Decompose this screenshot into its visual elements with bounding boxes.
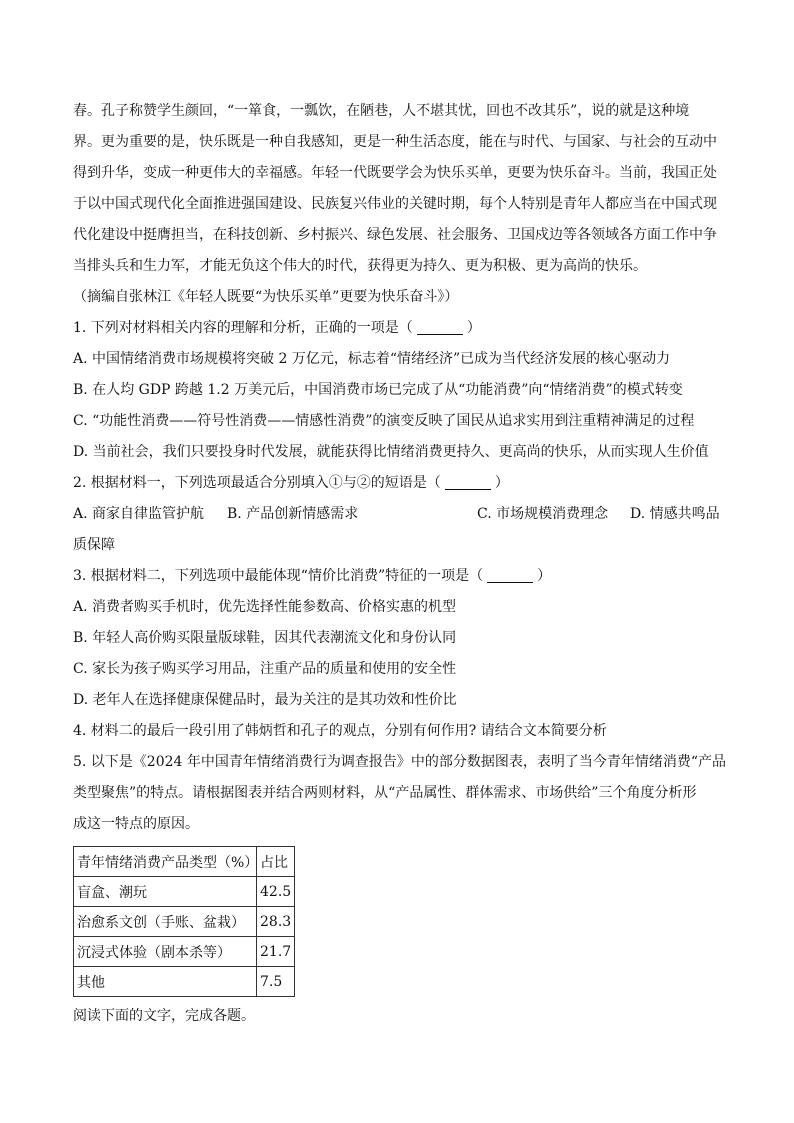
stem-text: ） [494,475,509,491]
table-cell: 治愈系文创（手账、盆栽） [74,907,257,937]
option-a: A. 消费者购买手机时，优先选择性能参数高、价格实惠的机型 [73,599,457,615]
question-2 [73,468,723,561]
answer-blank[interactable] [445,475,491,490]
table-row [74,967,295,997]
passage-line: 当排头兵和生力军，才能无负这个伟大的时代，获得更为持久、更为积极、更为高尚的快乐。 [73,258,647,274]
stem-text: ） [537,568,552,584]
option-c: C. 市场规模消费理念 [477,506,609,522]
passage-line: 代化建设中挺膺担当，在科技创新、乡村振兴、绿色发展、社会服务、卫国戍边等各领域各方面工作中争 [73,227,717,243]
table-row [74,877,295,907]
source-note: （摘编自张林江《年轻人既要“为快乐买单”更要为快乐奋斗》） [73,289,459,305]
table-cell: 42.5 [257,877,295,907]
table-header-cell: 青年情绪消费产品类型（%） [74,847,257,877]
option-a: A. 中国情绪消费市场规模将突破 2 万亿元，标志着“情绪经济”已成为当代经济发展的核心驱动力 [73,351,671,367]
option-row [73,499,723,530]
question-line: 类型聚焦”的特点。请根据图表并结合两则材料，从“产品属性、群体需求、市场供给”三个角度分析形 [73,785,697,801]
document-body [73,96,727,1032]
table-row [74,907,295,937]
table-row [74,937,295,967]
table-cell: 28.3 [257,907,295,937]
stem-text: 2. 根据材料一，下列选项最适合分别填入①与②的短语是（ [73,475,441,491]
question-4: 4. 材料二的最后一段引用了韩炳哲和孔子的观点，分别有何作用? 请结合文本简要分析 [73,723,607,739]
table-cell: 21.7 [257,937,295,967]
stem-text: 3. 根据材料二，下列选项中最能体现“情价比消费”特征的一项是（ [73,568,484,584]
option-b: B. 年轻人高价购买限量版球鞋，因其代表潮流文化和身份认同 [73,630,457,646]
table-header-row [74,847,295,877]
option-d-continued: 质保障 [73,537,115,553]
table-cell: 其他 [74,967,257,997]
option-c: C. 家长为孩子购买学习用品，注重产品的质量和使用的安全性 [73,661,457,677]
option-d: D. 老年人在选择健康保健品时，最为关注的是其功效和性价比 [73,692,457,708]
answer-blank[interactable] [417,320,463,335]
data-table [73,846,295,997]
stem-text: ） [466,320,481,336]
question-stem [73,561,723,592]
table-cell: 盲盒、潮玩 [74,877,257,907]
question-1 [73,313,723,468]
table-cell: 7.5 [257,967,295,997]
table-cell: 沉浸式体验（剧本杀等） [74,937,257,967]
question-5 [73,747,727,840]
option-b: B. 在人均 GDP 跨越 1.2 万美元后，中国消费市场已完成了从“功能消费”向“情绪消费”的模式转变 [73,382,683,398]
question-stem [73,468,723,499]
closing-instruction: 阅读下面的文字，完成各题。 [73,1008,255,1024]
table-header-cell: 占比 [257,847,295,877]
question-line: 5. 以下是《2024 年中国青年情绪消费行为调查报告》中的部分数据图表，表明了当今青年情绪消费“产品 [73,754,727,770]
option-b: B. 产品创新情感需求 [227,506,359,522]
option-c: C. “功能性消费——符号性消费——情感性消费”的演变反映了国民从追求实用到注重精神满足的过程 [73,413,695,429]
passage-line: 界。更为重要的是，快乐既是一种自我感知，更是一种生活态度，能在与时代、与国家、与社会的互动中 [73,134,717,150]
stem-text: 1. 下列对材料相关内容的理解和分析，正确的一项是（ [73,320,413,336]
passage-line: 春。孔子称赞学生颜回，“一箪食，一瓢饮，在陋巷，人不堪其忧，回也不改其乐”，说的就是这种境 [73,103,690,119]
reading-passage [73,96,723,282]
passage-line: 于以中国式现代化全面推进强国建设、民族复兴伟业的关键时期，每个人特别是青年人都应当在中国式现 [73,196,717,212]
question-line: 成这一特点的原因。 [73,816,199,832]
option-a: A. 商家自律监管护航 [73,506,205,522]
option-d: D. 情感共鸣品 [630,506,720,522]
passage-line: 得到升华，变成一种更伟大的幸福感。年轻一代既要学会为快乐买单，更要为快乐奋斗。当前，我国正处 [73,165,717,181]
option-d: D. 当前社会，我们只要投身时代发展，就能获得比情绪消费更持久、更高尚的快乐，从而实现人生价值 [73,444,709,460]
question-stem [73,313,723,344]
question-3 [73,561,723,716]
answer-blank[interactable] [487,568,533,583]
